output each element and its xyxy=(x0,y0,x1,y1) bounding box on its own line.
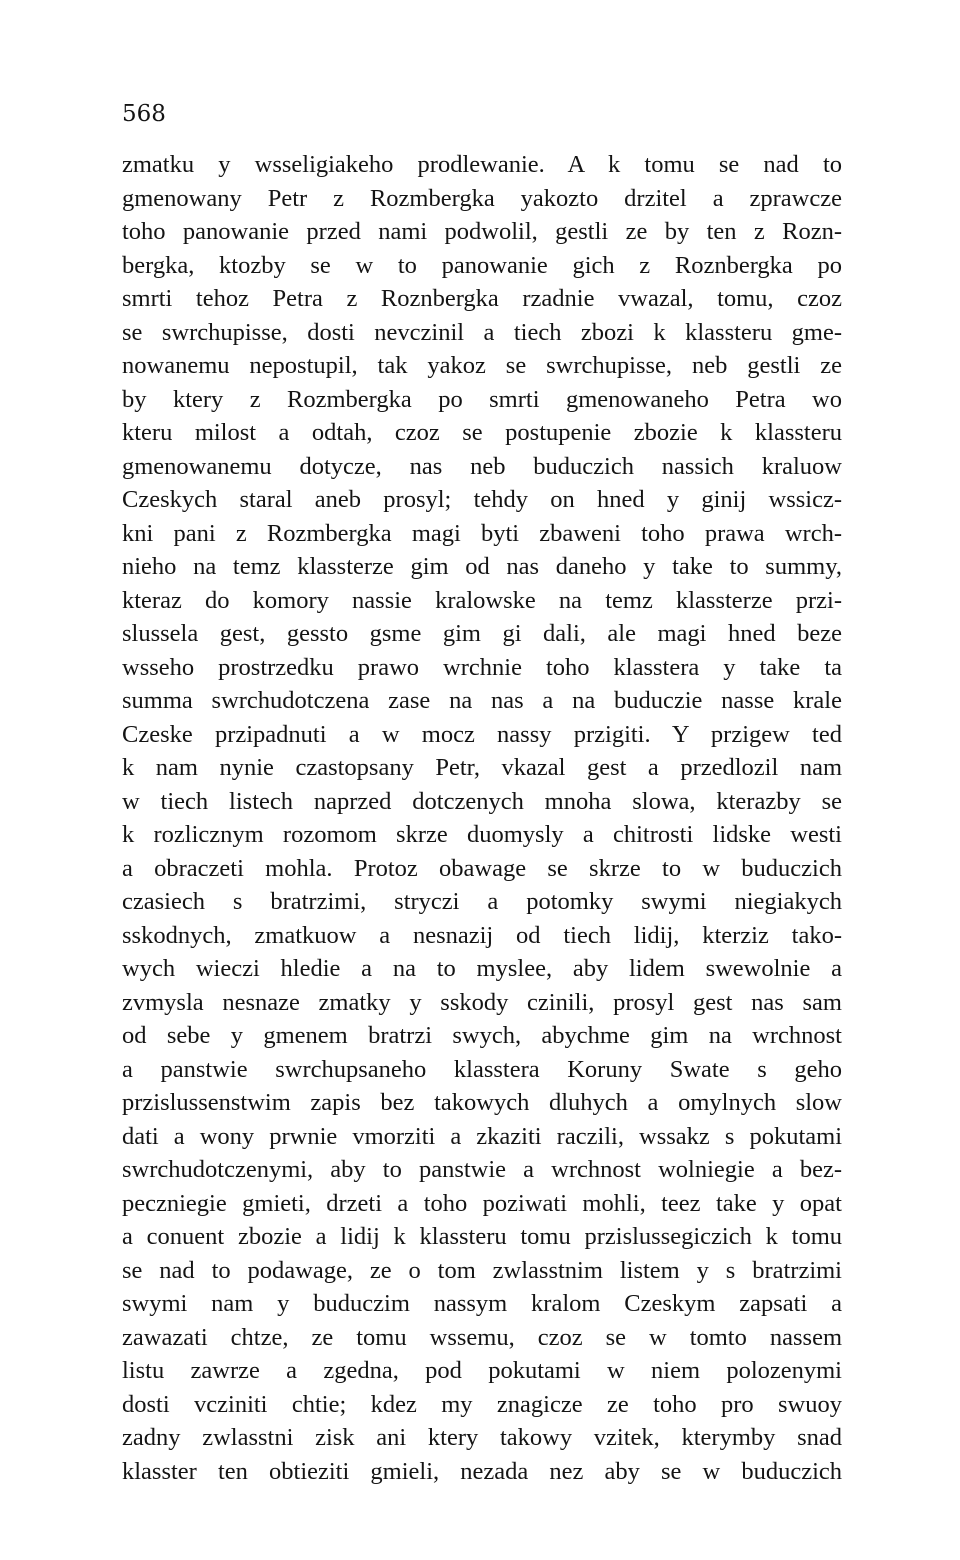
text-line: od sebe y gmenem bratrzi swych, abychme gim na wrchnost xyxy=(122,1022,842,1049)
text-line: dosti vcziniti chtie; kdez my znagicze ze toho pro swuoy xyxy=(122,1390,842,1418)
text-line: swymi nam y buduczim nassym kralom Czeskym zapsati a xyxy=(122,1290,842,1317)
text-line: nieho na temz klassterze gim od nas daneho y take to summy, xyxy=(122,553,842,580)
text-line: zmatku y wsseligiakeho prodlewanie. A k tomu se nad to xyxy=(122,151,842,178)
text-line: kteraz do komory nassie kralowske na temz klassterze przi- xyxy=(122,586,842,614)
text-line: smrti tehoz Petra z Roznbergka rzadnie vwazal, tomu, czoz xyxy=(122,285,842,312)
text-line: kteru milost a odtah, czoz se postupenie zbozie k klassteru xyxy=(122,419,842,446)
text-line: by ktery z Rozmbergka po smrti gmenowaneho Petra wo xyxy=(122,385,842,413)
text-line: summa swrchudotczena zase na nas a na buduczie nasse krale xyxy=(122,687,842,714)
text-line: bergka, ktozby se w to panowanie gich z Roznbergka po xyxy=(122,251,842,279)
text-line: k nam nynie czastopsany Petr, vkazal gest a przedlozil nam xyxy=(122,754,842,781)
text-line: nowanemu nepostupil, tak yakoz se swrchupisse, neb gestli ze xyxy=(122,352,842,379)
text-line: peczniegie gmieti, drzeti a toho poziwati mohli, teez take y opat xyxy=(122,1189,842,1217)
text-line: slussela gest, gessto gsme gim gi dali, ale magi hned beze xyxy=(122,620,842,647)
text-line: kni pani z Rozmbergka magi byti zbaweni toho prawa wrch- xyxy=(122,519,842,547)
text-line: Czeske przipadnuti a w mocz nassy przigiti. Y przigew ted xyxy=(122,720,842,748)
text-line: zadny zwlasstni zisk ani ktery takowy vzitek, kterymby snad xyxy=(122,1424,842,1451)
body-text xyxy=(122,148,842,1488)
text-line: zawazati chtze, ze tomu wssemu, czoz se w tomto nassem xyxy=(122,1323,842,1351)
text-line: wych wieczi hledie a na to myslee, aby lidem swewolnie a xyxy=(122,955,842,982)
text-line: przislussenstwim zapis bez takowych dluhych a omylnych slow xyxy=(122,1089,842,1116)
text-line: gmenowany Petr z Rozmbergka yakozto drzitel a zprawcze xyxy=(122,184,842,212)
text-line: sskodnych, zmatkuow a nesnazij od tiech lidij, kterziz tako- xyxy=(122,921,842,949)
text-line: gmenowanemu dotycze, nas neb buduczich nassich kraluow xyxy=(122,452,842,480)
text-line: listu zawrze a zgedna, pod pokutami w niem polozenymi xyxy=(122,1357,842,1384)
text-line: zvmysla nesnaze zmatky y sskody czinili, prosyl gest nas sam xyxy=(122,988,842,1016)
text-line: swrchudotczenymi, aby to panstwie a wrchnost wolniegie a bez- xyxy=(122,1156,842,1183)
text-line: se swrchupisse, dosti nevczinil a tiech zbozi k klassteru gme- xyxy=(122,318,842,346)
page-number: 568 xyxy=(122,101,166,127)
text-line: a obraczeti mohla. Protoz obawage se skrze to w buduczich xyxy=(122,854,842,882)
text-line: w tiech listech naprzed dotczenych mnoha slowa, kterazby se xyxy=(122,787,842,815)
text-line: a conuent zbozie a lidij k klassteru tomu przislussegiczich k tomu xyxy=(122,1223,842,1250)
text-line: se nad to podawage, ze o tom zwlasstnim listem y s bratrzimi xyxy=(122,1256,842,1284)
text-line: wsseho prostrzedku prawo wrchnie toho klasstera y take ta xyxy=(122,653,842,681)
text-line: a panstwie swrchupsaneho klasstera Koruny Swate s geho xyxy=(122,1055,842,1083)
text-line: klasster ten obtieziti gmieli, nezada nez aby se w buduczich xyxy=(122,1457,842,1485)
text-line: k rozlicznym rozomom skrze duomysly a chitrosti lidske westi xyxy=(122,821,842,848)
text-line: Czeskych staral aneb prosyl; tehdy on hned y ginij wssicz- xyxy=(122,486,842,513)
text-line: dati a wony prwnie vmorziti a zkaziti raczili, wssakz s pokutami xyxy=(122,1122,842,1150)
text-line: toho panowanie przed nami podwolil, gestli ze by ten z Rozn- xyxy=(122,218,842,245)
text-line: czasiech s bratrzimi, stryczi a potomky swymi niegiakych xyxy=(122,888,842,915)
